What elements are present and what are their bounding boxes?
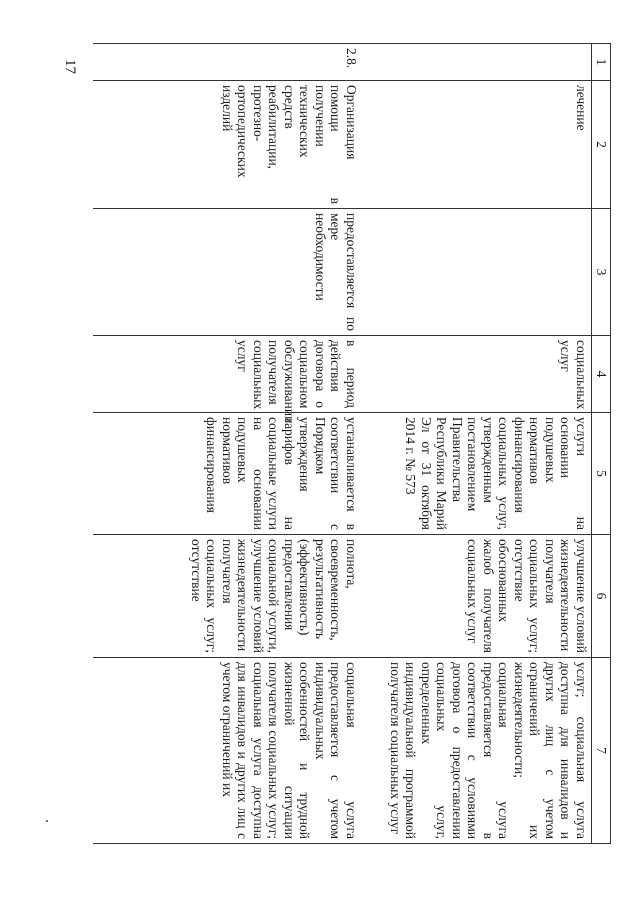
row-number-cell: 2.8. bbox=[93, 44, 361, 81]
column-header: 5 bbox=[592, 413, 611, 535]
quality-indicators-cell: улучшение условий жизнедеятельности получателя социальных услуг; отсутствие обоснованных жалоб получателя социальных услуг bbox=[361, 535, 592, 658]
page-number: 17 bbox=[62, 59, 78, 74]
service-term-cell: в период действия договора о социальном обслуживании получателя социальных услуг bbox=[93, 336, 361, 413]
services-table bbox=[93, 43, 611, 844]
table-row bbox=[361, 44, 592, 844]
service-name-cell: Организация помощи в получении технических средств реабилитации, протезно-ортопедических изделий bbox=[93, 81, 361, 209]
service-name-cell: лечение bbox=[361, 81, 592, 209]
column-header: 7 bbox=[592, 658, 611, 844]
service-tariff-cell: устанавливается в соответствии с Порядком утверждения тарифов на социальные услуги на основании подушевых нормативов финансирования bbox=[93, 413, 361, 535]
quality-indicators-cell: полнота, своевременность, результативность (эффективность) предоставления социальной услуги, улучшение условий жизнедеятельности получателя социальных услуг; отсутствие bbox=[93, 535, 361, 658]
table-header-row bbox=[592, 44, 611, 844]
rotated-table-wrapper bbox=[68, 43, 611, 843]
row-number-cell bbox=[361, 44, 592, 81]
column-header: 2 bbox=[592, 81, 611, 209]
column-header: 1 bbox=[592, 44, 611, 81]
service-conditions-cell: социальная услуга предоставляется с учетом индивидуальных особенностей и трудной жизненной ситуации получателя социальных услуг; социальная услуга доступна для инвалидов и других лиц с учетом ограничений их bbox=[93, 658, 361, 844]
column-header: 6 bbox=[592, 535, 611, 658]
column-header: 4 bbox=[592, 336, 611, 413]
service-tariff-cell: услуги на основании подушевых нормативов финансирования социальных услуг, утвержденным постановлением Правительства Республики Марий Эл от 31 октября 2014 г. № 573 bbox=[361, 413, 592, 535]
service-conditions-cell: услуг; социальная услуга доступна для инвалидов и других лиц с учетом ограничений их жизнедеятельности; социальная услуга предоставляется в соответствии с условиями договора о предоставлении социальных услуг, определенных индивидуальной программой получателя социальных услуг bbox=[361, 658, 592, 844]
service-term-cell: социальных услуг bbox=[361, 336, 592, 413]
service-description-cell: предоставляется по мере необходимости bbox=[93, 209, 361, 336]
service-description-cell bbox=[361, 209, 592, 336]
scan-speck bbox=[46, 820, 48, 822]
table-row bbox=[93, 44, 361, 844]
column-header: 3 bbox=[592, 209, 611, 336]
